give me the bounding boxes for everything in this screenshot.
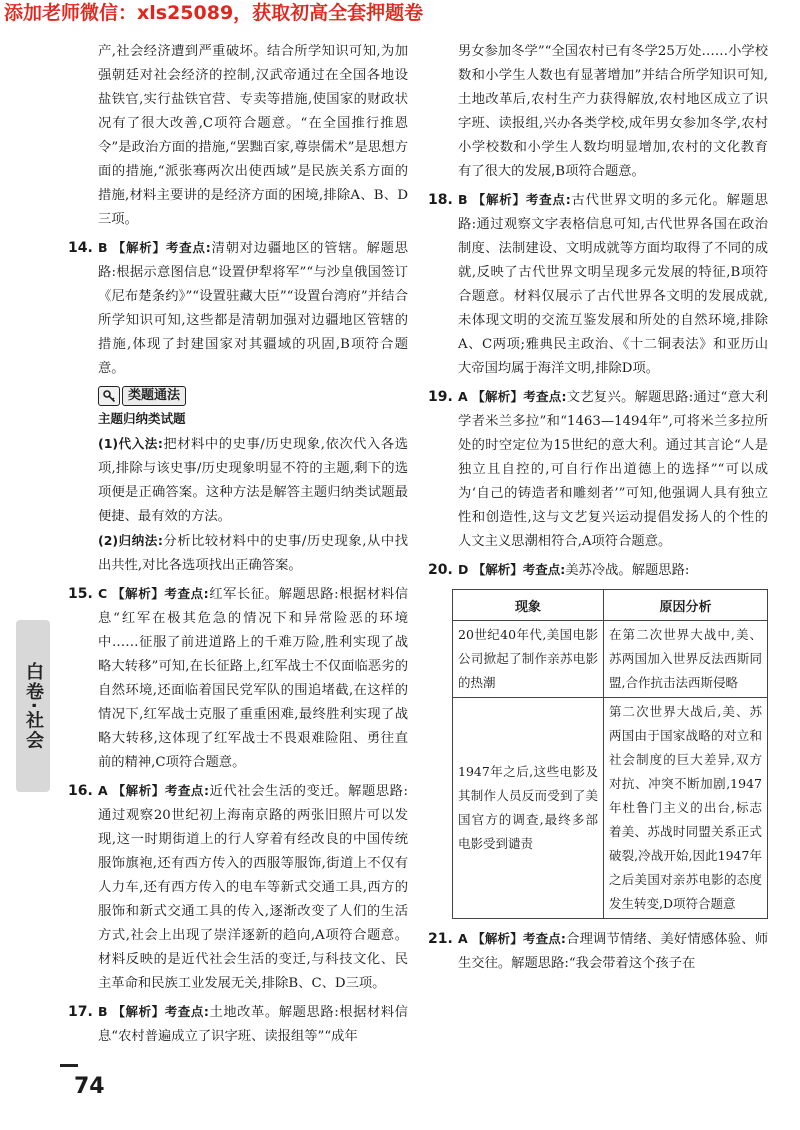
- question-number: 19.: [428, 389, 453, 405]
- question-number: 18.: [428, 192, 453, 208]
- table-cell: 20世纪40年代,美国电影公司掀起了制作亲苏电影的热潮: [453, 621, 604, 698]
- question-number: 17.: [68, 1004, 93, 1020]
- answer-text: A 【解析】考查点:文艺复兴。解题思路:通过“意大利学者米兰多拉”和“1463—1494年”,可将米兰多拉所处的时空定位为15世纪的意大利。通过其言论“人是独立且自控的,可自行作出道德上的选择”“可以成为‘自己的铸造者和雕刻者’”可知,他强调人具有独立性和创造性,这与文艺复兴运动提倡发扬人的个性的人文主义思潮相符合,A项符合题意。: [458, 389, 769, 549]
- q17-continuation: 男女参加冬学”“全国农村已有冬学25万处……小学校数和小学生人数也有显著增加”并结合所学知识可知,土地改革后,农村生产力获得解放,农村地区成立了识字班、读报组,兴办各类学校,成年男女参加冬学,农村小学校数和小学生人数均明显增加,农村的文化教育有了很大的发展,B项符合题意。: [458, 44, 768, 179]
- question-19: [428, 385, 768, 554]
- promo-banner: 添加老师微信：xls25089，获取初高全套押题卷: [0, 0, 474, 26]
- question-14: [68, 236, 408, 381]
- table-header-row: [453, 590, 768, 621]
- answer-text: D 【解析】考查点:美苏冷战。解题思路:: [458, 562, 690, 578]
- right-column: [428, 40, 768, 976]
- question-number: 21.: [428, 931, 453, 947]
- question-17: [68, 1000, 408, 1049]
- answer-text: A 【解析】考查点:合理调节情绪、美好情感体验、师生交往。解题思路:“我会带着这个孩子在: [458, 931, 768, 971]
- question-21: [428, 927, 768, 976]
- answer-text: B 【解析】考查点:清朝对边疆地区的管辖。解题思路:根据示意图信息“设置伊犁将军”“与沙皇俄国签订《尼布楚条约》”“设置驻藏大臣”“设置台湾府”并结合所学知识可知,这些都是清朝加强对边疆地区管辖的措施,体现了封建国家对其疆域的巩固,B项符合题意。: [98, 240, 408, 376]
- question-number: 20.: [428, 562, 453, 578]
- table-header-phenomenon: 现象: [453, 590, 604, 621]
- question-16: [68, 779, 408, 996]
- question-number: 16.: [68, 783, 93, 799]
- method-point-1: (1)代入法:把材料中的史事/历史现象,依次代入各选项,排除与该史事/历史现象明显不符的主题,剩下的选项便是正确答案。这种方法是解答主题归纳类试题最便捷、最有效的方法。: [98, 436, 408, 524]
- answer-text: C 【解析】考查点:红军长征。解题思路:根据材料信息“红军在极其危急的情况下和异常险恶的环境中……征服了前进道路上的千难万险,胜利实现了战略大转移”可知,在长征路上,红军战士不仅面临恶劣的自然环境,还面临着国民党军队的围追堵截,在这样的情况下,红军战士克服了重重困难,最终胜利实现了战略大转移,这体现了红军战士不畏艰难险阻、勇往直前的精神,C项符合题意。: [98, 586, 408, 770]
- q13-continuation: 产,社会经济遭到严重破坏。结合所学知识可知,为加强朝廷对社会经济的控制,汉武帝通过在全国各地设盐铁官,实行盐铁官营、专卖等措施,使国家的财政状况有了很大改善,C项符合题意。“在全国推行推恩令”是政治方面的措施,“罢黜百家,尊崇儒术”是思想方面的措施,“派张骞两次出使西域”是民族关系方面的措施,材料主要讲的是经济方面的困境,排除A、B、D三项。: [98, 44, 408, 227]
- section-side-tab: 白卷·社会: [16, 620, 50, 792]
- key-icon: [98, 386, 120, 406]
- page-number-rule: [60, 1064, 78, 1067]
- analysis-table: [452, 589, 768, 919]
- table-cell: 在第二次世界大战中,美、苏两国加入世界反法西斯同盟,合作抗击法西斯侵略: [604, 621, 768, 698]
- question-number: 15.: [68, 586, 93, 602]
- left-column: [68, 40, 408, 1049]
- method-label: 类题通法: [122, 386, 186, 406]
- method-point-2: (2)归纳法:分析比较材料中的史事/历史现象,从中找出共性,对比各选项找出正确答案。: [98, 533, 408, 573]
- answer-text: A 【解析】考查点:近代社会生活的变迁。解题思路:通过观察20世纪初上海南京路的两张旧照片可以发现,这一时期街道上的行人穿着有经改良的中国传统服饰旗袍,还有西方传入的西服等服饰,街道上不仅有人力车,还有西方传入的电车等新式交通工具,西方的服饰和新式交通工具的传入,逐渐改变了人们的生活方式,社会上出现了崇洋逐新的趋向,A项符合题意。材料反映的是近代社会生活的变迁,与科技文化、民主革命和民族工业发展无关,排除B、C、D三项。: [98, 783, 409, 991]
- question-20: [428, 558, 768, 583]
- table-cell: 1947年之后,这些电影及其制作人员反而受到了美国官方的调查,最终多部电影受到谴责: [453, 698, 604, 919]
- table-row: [453, 698, 768, 919]
- table-header-cause: 原因分析: [604, 590, 768, 621]
- table-row: [453, 621, 768, 698]
- method-header: [98, 385, 408, 407]
- page-number: 74: [74, 1074, 105, 1099]
- answer-text: B 【解析】考查点:古代世界文明的多元化。解题思路:通过观察文字表格信息可知,古代世界各国在政治制度、法制建设、文明成就等方面均取得了不同的成就,反映了古代世界文明呈现多元发展的特征,B项符合题意。材料仅展示了古代世界各文明的发展成就,未体现文明的交流互鉴发展和所处的自然环境,排除A、C两项;雅典民主政治、《十二铜表法》和亚历山大帝国均属于海洋文明,排除D项。: [458, 192, 768, 376]
- question-18: [428, 188, 768, 381]
- question-number: 14.: [68, 240, 93, 256]
- answer-text: B 【解析】考查点:土地改革。解题思路:根据材料信息“农村普遍成立了识字班、读报组等”“成年: [98, 1004, 408, 1044]
- table-cell: 第二次世界大战后,美、苏两国由于国家战略的对立和社会制度的巨大差异,双方对抗、冲突不断加剧,1947年杜鲁门主义的出台,标志着美、苏战时同盟关系正式破裂,冷战开始,因此1947年之后美国对亲苏电影的态度发生转变,D项符合题意: [604, 698, 768, 919]
- question-15: [68, 582, 408, 775]
- method-title: 主题归纳类试题: [98, 411, 186, 426]
